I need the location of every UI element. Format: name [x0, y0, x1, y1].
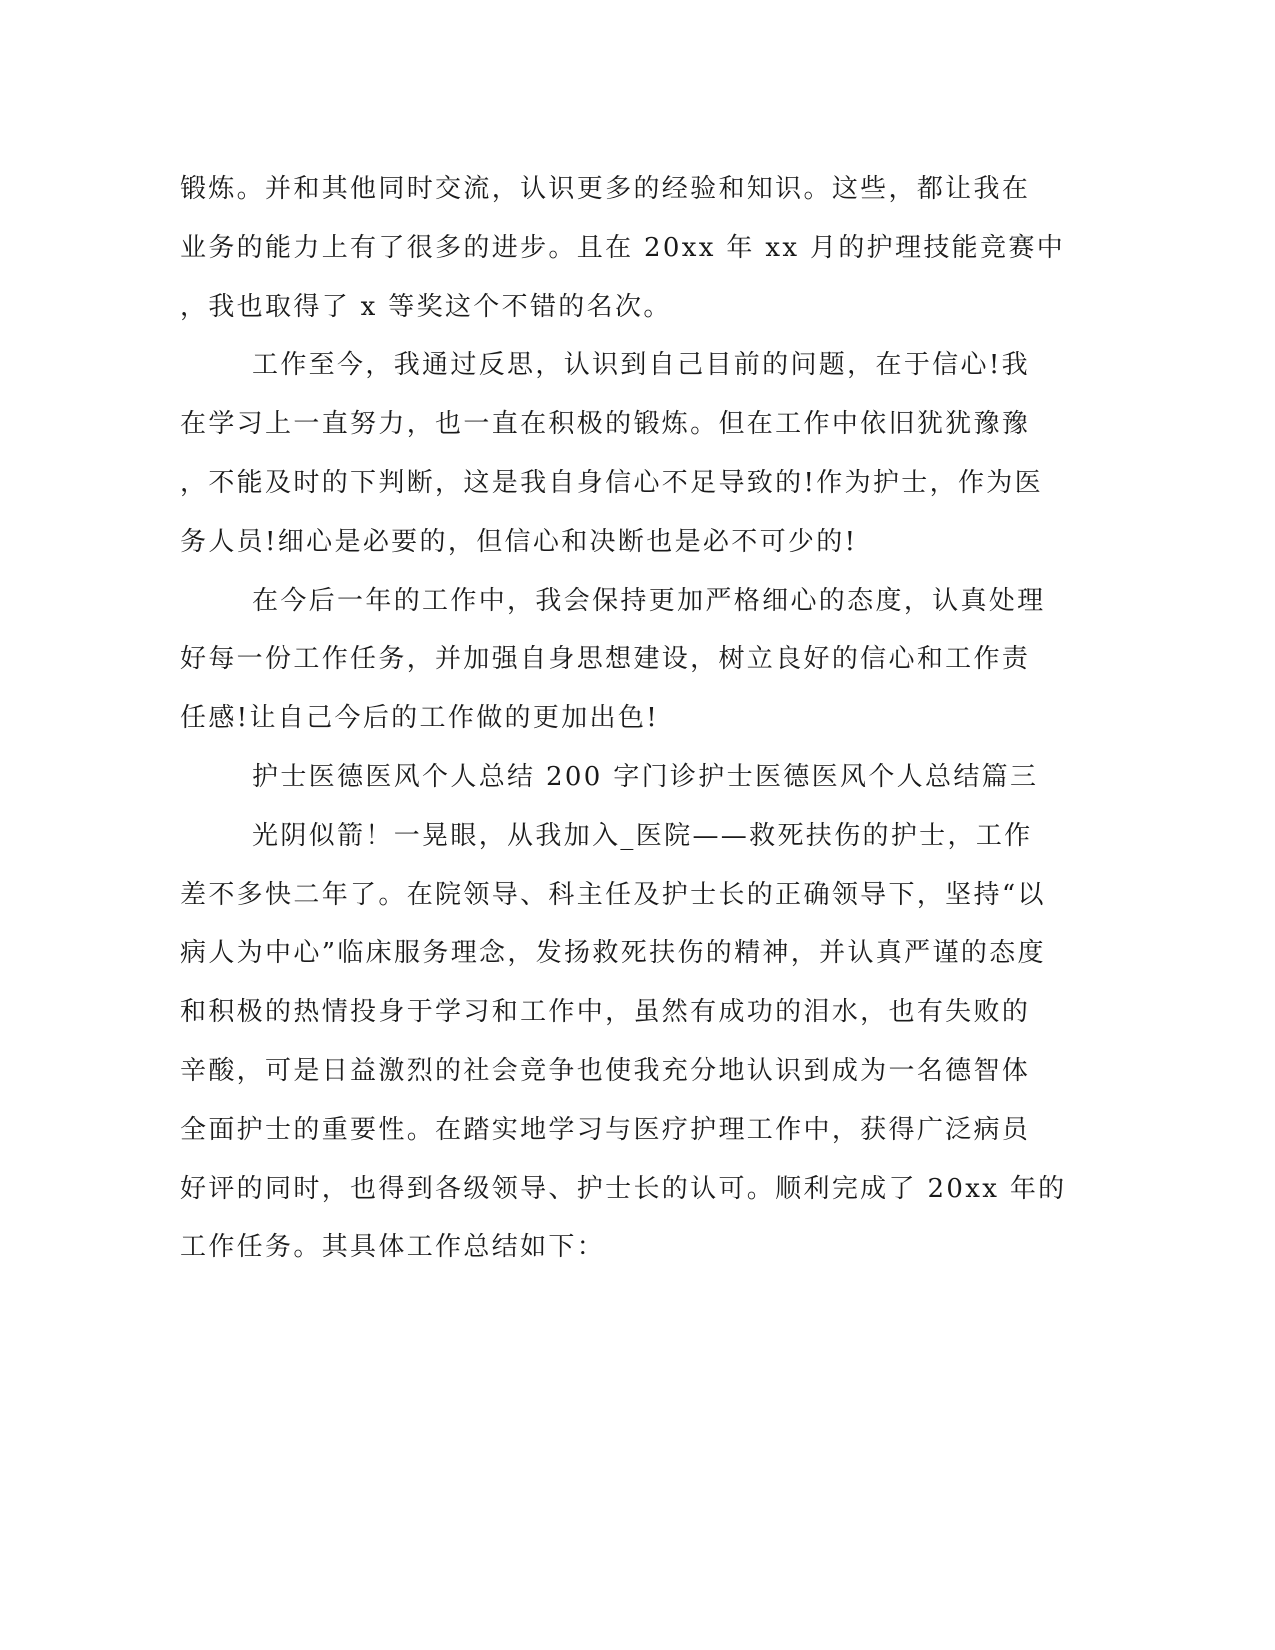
- text-line: 和积极的热情投身于学习和工作中，虽然有成功的泪水，也有失败的: [180, 997, 1031, 1028]
- text-line: 务人员!细心是必要的，但信心和决断也是必不可少的!: [180, 526, 858, 557]
- text-line: 病人为中心”临床服务理念，发扬救死扶伤的精神，并认真严谨的态度: [180, 938, 1046, 969]
- paragraph-start-line: 工作至今，我通过反思，认识到自己目前的问题，在于信心!我: [252, 350, 1030, 381]
- document-body: [180, 160, 1067, 1277]
- text-line: 工作任务。其具体工作总结如下：: [180, 1232, 606, 1263]
- text-line: 锻炼。并和其他同时交流，认识更多的经验和知识。这些，都让我在: [180, 174, 1031, 204]
- section-heading: 护士医德医风个人总结 200 字门诊护士医德医风个人总结篇三: [252, 761, 1039, 792]
- text-line: ，我也取得了 x 等奖这个不错的名次。: [180, 291, 672, 322]
- text-line: 任感!让自己今后的工作做的更加出色!: [180, 703, 660, 734]
- text-line: 全面护士的重要性。在踏实地学习与医疗护理工作中，获得广泛病员: [180, 1114, 1031, 1145]
- text-line: 差不多快二年了。在院领导、科主任及护士长的正确领导下，坚持“以: [180, 879, 1046, 910]
- text-line: 在学习上一直努力，也一直在积极的锻炼。但在工作中依旧犹犹豫豫: [180, 409, 1031, 440]
- text-line: 业务的能力上有了很多的进步。且在 20xx 年 xx 月的护理技能竞赛中: [180, 232, 1066, 263]
- paragraph-start-line: 在今后一年的工作中，我会保持更加严格细心的态度，认真处理: [252, 585, 1046, 616]
- text-line: ，不能及时的下判断，这是我自身信心不足导致的!作为护士，作为医: [180, 467, 1043, 498]
- text-line: 好每一份工作任务，并加强自身思想建设，树立良好的信心和工作责: [180, 644, 1031, 675]
- paragraph-start-line: 光阴似箭！一晃眼，从我加入_医院——救死扶伤的护士，工作: [252, 820, 1033, 851]
- text-line: 辛酸，可是日益激烈的社会竞争也使我充分地认识到成为一名德智体: [180, 1055, 1031, 1086]
- text-line: 好评的同时，也得到各级领导、护士长的认可。顺利完成了 20xx 年的: [180, 1173, 1067, 1204]
